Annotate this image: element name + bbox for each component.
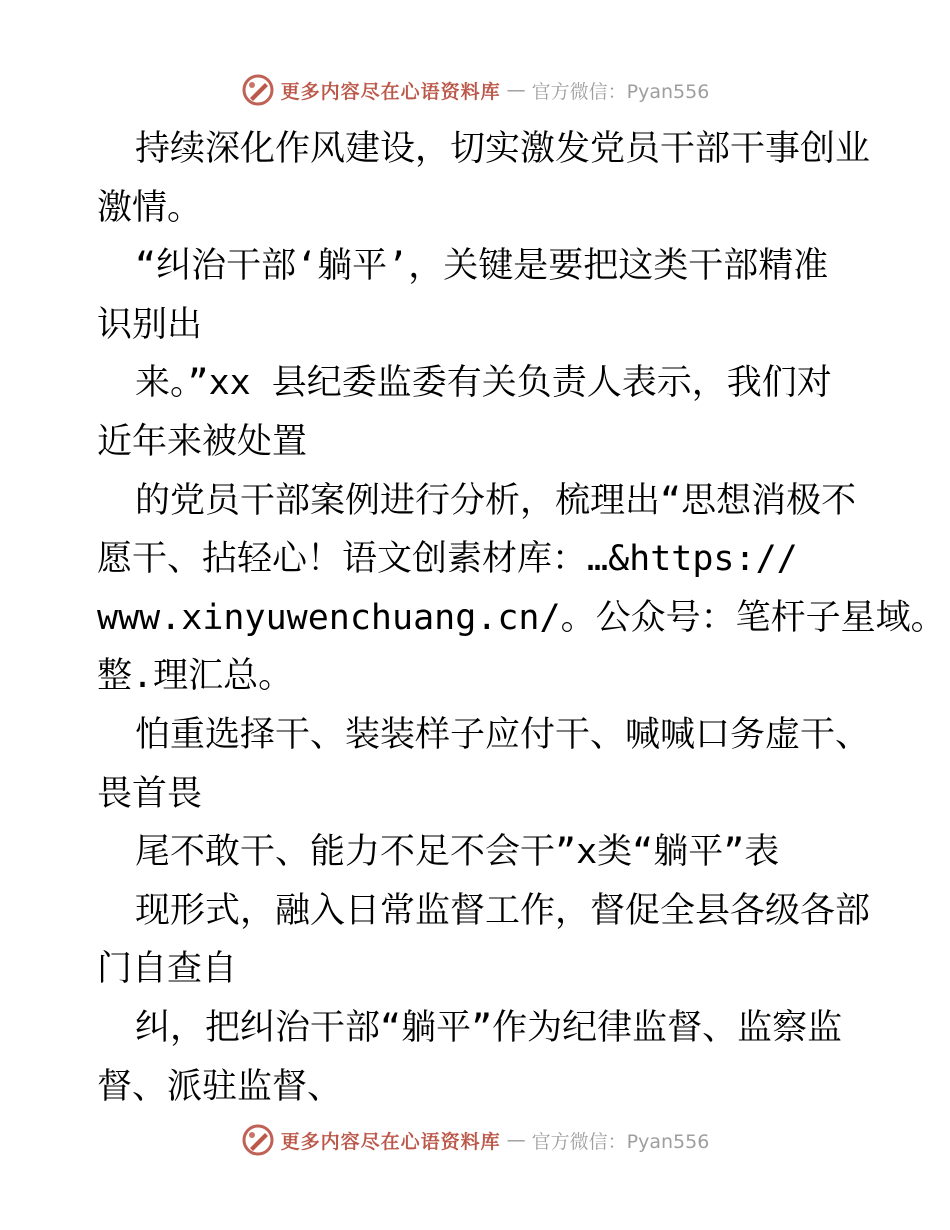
document-line: 持续深化作风建设，切实激发党员干部干事创业 (135, 129, 871, 169)
pen-logo-icon (241, 73, 275, 107)
document-line: 来。”xx 县纪委监委有关负责人表示，我们对 (135, 363, 832, 404)
footer-watermark-banner (0, 1120, 950, 1160)
document-line: 怕重选择干、装装样子应付干、喊喊口务虚干、 (135, 714, 871, 755)
document-line: 激情。 (97, 187, 203, 228)
document-body (97, 120, 946, 1116)
document-line: 愿干、拈轻心！语文创素材库：…&https:// (97, 539, 798, 580)
pen-logo-icon (241, 1123, 275, 1157)
header-separator: — (506, 79, 526, 101)
document-line: 的党员干部案例进行分析，梳理出“思想消极不 (135, 480, 857, 521)
document-line: 近年来被处置 (97, 421, 308, 462)
document-line: 整.理汇总。 (97, 656, 294, 697)
document-line: 纠，把纠治干部“躺平”作为纪律监督、监察监 (135, 1007, 843, 1048)
document-line: 现形式，融入日常监督工作，督促全县各级各部 (135, 890, 871, 931)
document-line: 门自查自 (97, 949, 238, 990)
footer-wechat-text: 官方微信：Pyan556 (531, 1130, 710, 1153)
header-brand-text: 更多内容尽在心语资料库 (280, 80, 501, 103)
document-line: 畏首畏 (97, 773, 203, 814)
document-line: 识别出 (97, 304, 203, 345)
document-line: www.xinyuwenchuang.cn/。公众号：笔杆子星域。 (97, 597, 946, 638)
document-line: 督、派驻监督、 (97, 1066, 343, 1107)
header-wechat-text: 官方微信：Pyan556 (531, 80, 710, 103)
footer-separator: — (506, 1129, 526, 1151)
footer-brand-text: 更多内容尽在心语资料库 (280, 1130, 501, 1153)
document-line: 尾不敢干、能力不足不会干”x类“躺平”表 (135, 832, 780, 873)
document-line: “纠治干部‘躺平’，关键是要把这类干部精准 (135, 246, 829, 287)
header-watermark-banner (0, 70, 950, 110)
